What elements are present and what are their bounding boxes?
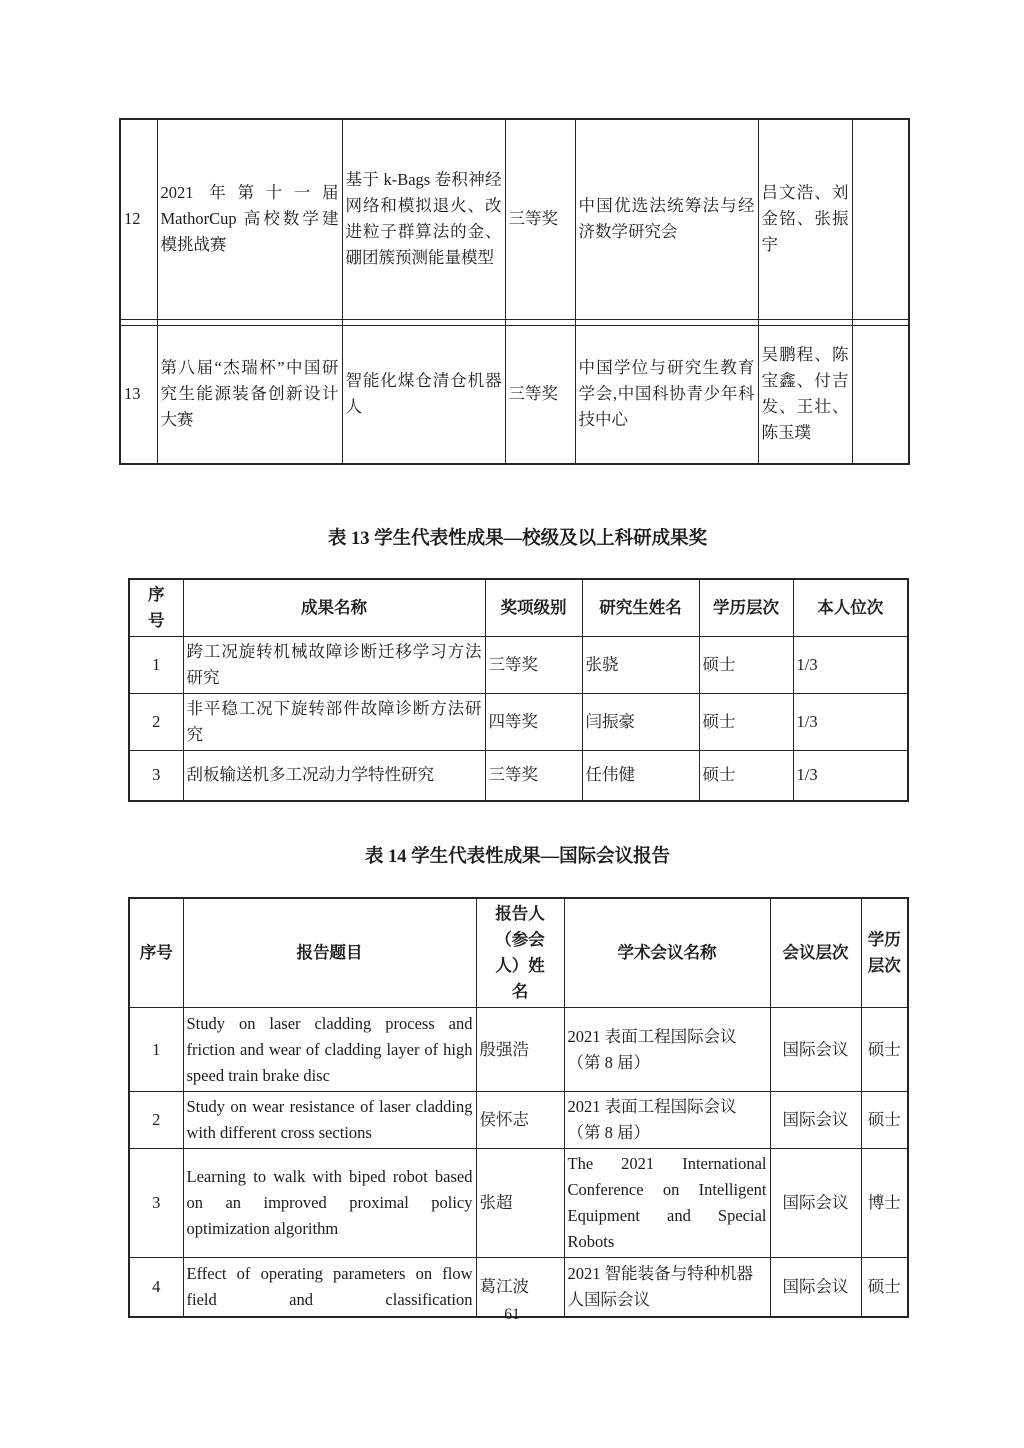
cell-award: 三等奖: [505, 119, 575, 319]
cell-award: 三等奖: [485, 751, 582, 801]
header-label: 报告人（参会人）姓名: [495, 904, 545, 1001]
table14-title: 表 14 学生代表性成果—国际会议报告: [364, 847, 671, 867]
cell-report-title: Study on wear resistance of laser cladding with different cross sections: [183, 1092, 476, 1149]
cell-speaker: 殷强浩: [476, 1008, 564, 1092]
cell-level: 国际会议: [770, 1008, 861, 1092]
cell-rank: 1/3: [793, 637, 908, 694]
table13-achievement-awards: [128, 578, 909, 802]
table-row: [129, 694, 908, 751]
cell-student: 张骁: [582, 637, 699, 694]
cell-degree: 硕士: [699, 751, 793, 801]
col-header-seq: 序号: [129, 898, 183, 1008]
col-header-report-title: 报告题目: [183, 898, 476, 1008]
col-header-speaker: [476, 898, 564, 1008]
table-row: [129, 1149, 908, 1258]
table-row: [129, 637, 908, 694]
table14-conference-reports: [128, 897, 909, 1318]
cell-seq: 13: [120, 325, 157, 464]
cell-name: 非平稳工况下旋转部件故障诊断方法研究: [183, 694, 485, 751]
table13-title: 表 13 学生代表性成果—校级及以上科研成果奖: [327, 529, 708, 549]
cell-conference: The 2021 International Conference on Intelligent Equipment and Special Robots: [564, 1149, 770, 1258]
cell-members: 吴鹏程、陈宝鑫、付吉发、王壮、陈玉璞: [758, 325, 852, 464]
col-header-award: 奖项级别: [485, 579, 582, 637]
cell-level: 国际会议: [770, 1258, 861, 1317]
header-label: 序号: [148, 585, 165, 630]
col-header-conference: 学术会议名称: [564, 898, 770, 1008]
col-header-seq: [129, 579, 183, 637]
cell-degree: 硕士: [699, 694, 793, 751]
col-header-rank: 本人位次: [793, 579, 908, 637]
cell-rank: 1/3: [793, 751, 908, 801]
awards-table-continued: [119, 118, 910, 465]
cell-report-title: Learning to walk with biped robot based on an improved proximal policy optimization algorithm: [183, 1149, 476, 1258]
cell-competition: 2021 年第十一届 MathorCup 高校数学建模挑战赛: [157, 119, 342, 319]
col-header-degree: 学历层次: [699, 579, 793, 637]
cell-seq: 3: [129, 751, 183, 801]
cell-level: 国际会议: [770, 1092, 861, 1149]
cell-report-title: Effect of operating parameters on flow field and classification: [183, 1258, 476, 1317]
cell-project: 智能化煤仓清仓机器人: [342, 325, 505, 464]
cell-student: 闫振豪: [582, 694, 699, 751]
col-header-level: 会议层次: [770, 898, 861, 1008]
cell-project: 基于 k-Bags 卷积神经网络和模拟退火、改进粒子群算法的金、硼团簇预测能量模型: [342, 119, 505, 319]
page-number: 61: [504, 1306, 520, 1323]
cell-degree: 硕士: [861, 1258, 908, 1317]
table-row: [120, 119, 909, 319]
col-header-name: 成果名称: [183, 579, 485, 637]
table-header-row: [129, 579, 908, 637]
table-row: [129, 751, 908, 801]
cell-members: 吕文浩、刘金铭、张振宇: [758, 119, 852, 319]
cell-speaker: 侯怀志: [476, 1092, 564, 1149]
cell-degree: 硕士: [861, 1092, 908, 1149]
cell-conference: 2021 表面工程国际会议（第 8 届）: [564, 1008, 770, 1092]
col-header-degree: 学历层次: [861, 898, 908, 1008]
cell-seq: 1: [129, 1008, 183, 1092]
empty-cell: [852, 325, 909, 464]
cell-seq: 2: [129, 1092, 183, 1149]
cell-organizer: 中国优选法统筹法与经济数学研究会: [575, 119, 758, 319]
cell-seq: 2: [129, 694, 183, 751]
table-header-row: [129, 898, 908, 1008]
cell-degree: 硕士: [861, 1008, 908, 1092]
cell-seq: 3: [129, 1149, 183, 1258]
cell-speaker: 张超: [476, 1149, 564, 1258]
cell-award: 三等奖: [505, 325, 575, 464]
cell-degree: 博士: [861, 1149, 908, 1258]
cell-organizer: 中国学位与研究生教育学会,中国科协青少年科技中心: [575, 325, 758, 464]
cell-seq: 12: [120, 119, 157, 319]
cell-report-title: Study on laser cladding process and friction and wear of cladding layer of high speed train brake disc: [183, 1008, 476, 1092]
cell-speaker: 葛江波: [476, 1258, 564, 1317]
cell-degree: 硕士: [699, 637, 793, 694]
cell-student: 任伟健: [582, 751, 699, 801]
col-header-student: 研究生姓名: [582, 579, 699, 637]
cell-level: 国际会议: [770, 1149, 861, 1258]
cell-name: 刮板输送机多工况动力学特性研究: [183, 751, 485, 801]
cell-name: 跨工况旋转机械故障诊断迁移学习方法研究: [183, 637, 485, 694]
cell-award: 四等奖: [485, 694, 582, 751]
cell-seq: 1: [129, 637, 183, 694]
cell-award: 三等奖: [485, 637, 582, 694]
cell-seq: 4: [129, 1258, 183, 1317]
cell-competition: 第八届“杰瑞杯”中国研究生能源装备创新设计大赛: [157, 325, 342, 464]
table-row: [129, 1008, 908, 1092]
empty-cell: [852, 119, 909, 319]
table-row: [129, 1092, 908, 1149]
table-row: [120, 325, 909, 464]
cell-rank: 1/3: [793, 694, 908, 751]
cell-conference: 2021 智能装备与特种机器人国际会议: [564, 1258, 770, 1317]
cell-conference: 2021 表面工程国际会议（第 8 届）: [564, 1092, 770, 1149]
